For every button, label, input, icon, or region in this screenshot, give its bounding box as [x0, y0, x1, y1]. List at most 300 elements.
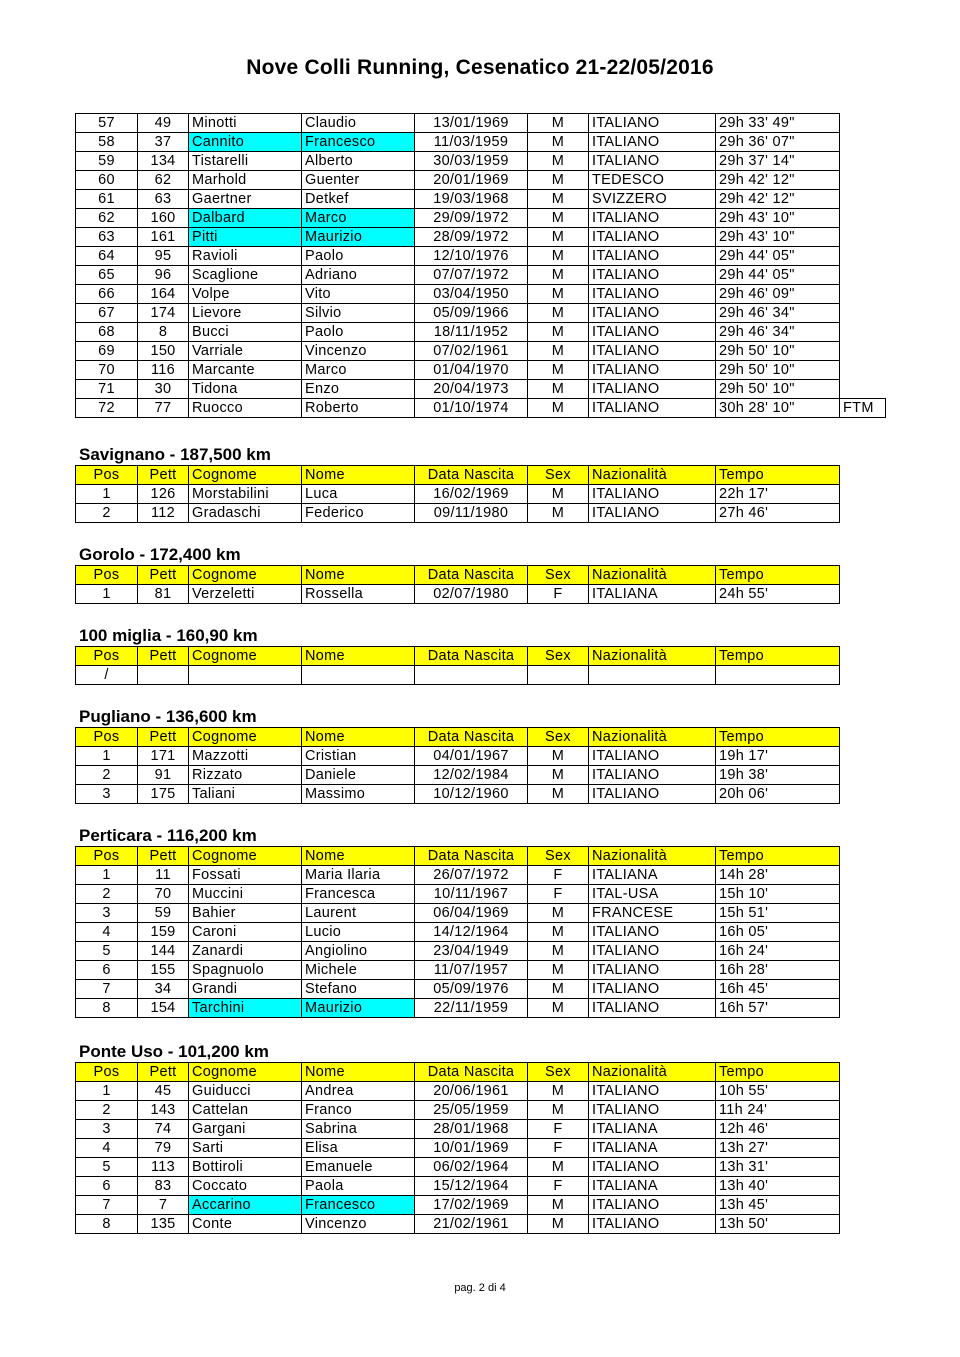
table-cell: M [528, 114, 589, 133]
table-cell: 171 [138, 747, 189, 766]
table-cell: Conte [189, 1215, 302, 1234]
table-cell: 19h 17' [716, 747, 840, 766]
table-cell: Volpe [189, 285, 302, 304]
table-cell: 16h 57' [716, 999, 840, 1018]
table-cell: M [528, 904, 589, 923]
section-savignano [75, 444, 840, 523]
table-cell: 26/07/1972 [415, 866, 528, 885]
column-header: Sex [528, 566, 589, 585]
table-cell: 72 [76, 399, 138, 418]
table-cell: 21/02/1961 [415, 1215, 528, 1234]
note-cell [840, 228, 886, 247]
table-cell: 3 [76, 904, 138, 923]
table-row [76, 1177, 840, 1196]
table-cell: ITALIANO [589, 266, 716, 285]
table-cell: Vito [302, 285, 415, 304]
table-cell: 30 [138, 380, 189, 399]
table-cell: F [528, 866, 589, 885]
table-cell: 16h 05' [716, 923, 840, 942]
table-cell: Rizzato [189, 766, 302, 785]
table-cell: ITALIANO [589, 380, 716, 399]
table-cell: 2 [76, 504, 138, 523]
table-cell: Michele [302, 961, 415, 980]
table-cell: 18/11/1952 [415, 323, 528, 342]
table-cell: 113 [138, 1158, 189, 1177]
table-cell: 2 [76, 885, 138, 904]
table-row [76, 1101, 840, 1120]
table-row [76, 1215, 840, 1234]
table-cell: 29h 50' 10" [716, 342, 840, 361]
table-cell: Zanardi [189, 942, 302, 961]
table-cell: ITALIANO [589, 133, 716, 152]
table-cell: 65 [76, 266, 138, 285]
table-cell: Ravioli [189, 247, 302, 266]
table-cell: ITALIANO [589, 1196, 716, 1215]
table-cell: 61 [76, 190, 138, 209]
column-header: Pos [76, 647, 138, 666]
table-cell: 160 [138, 209, 189, 228]
table-cell: 8 [138, 323, 189, 342]
section-ponte-uso [75, 1041, 840, 1234]
table-cell: 45 [138, 1082, 189, 1101]
table-cell: 28/09/1972 [415, 228, 528, 247]
table-row [76, 209, 886, 228]
note-cell [840, 323, 886, 342]
table-cell: M [528, 961, 589, 980]
table-row [76, 342, 886, 361]
table-cell: M [528, 209, 589, 228]
table-cell: 19/03/1968 [415, 190, 528, 209]
column-header: Nome [302, 466, 415, 485]
column-header: Sex [528, 728, 589, 747]
table-cell: 20/04/1973 [415, 380, 528, 399]
table-cell: 1 [76, 866, 138, 885]
table-cell: M [528, 1101, 589, 1120]
column-header: Pos [76, 1063, 138, 1082]
table-row [76, 114, 886, 133]
table-header-row [76, 1063, 840, 1082]
table-cell: Muccini [189, 885, 302, 904]
table-cell: 8 [76, 1215, 138, 1234]
table-cell: 2 [76, 1101, 138, 1120]
table-cell: 12/02/1984 [415, 766, 528, 785]
table-row [76, 323, 886, 342]
table-cell: 02/07/1980 [415, 585, 528, 604]
section-title: Savignano - 187,500 km [79, 445, 271, 464]
column-header: Cognome [189, 647, 302, 666]
table-cell: Marco [302, 209, 415, 228]
column-header: Tempo [716, 647, 840, 666]
table-cell: 03/04/1950 [415, 285, 528, 304]
column-header: Sex [528, 647, 589, 666]
table-cell: ITALIANA [589, 1139, 716, 1158]
table-cell: 10h 55' [716, 1082, 840, 1101]
table-cell: 63 [76, 228, 138, 247]
note-cell [840, 133, 886, 152]
table-cell: Vincenzo [302, 342, 415, 361]
table-cell: 164 [138, 285, 189, 304]
table-cell: ITALIANO [589, 504, 716, 523]
table-cell: Vincenzo [302, 1215, 415, 1234]
page-footer: pag. 2 di 4 [454, 1282, 506, 1294]
table-cell: 22h 17' [716, 485, 840, 504]
table-cell: ITALIANO [589, 323, 716, 342]
column-header: Pett [138, 647, 189, 666]
table-cell: M [528, 190, 589, 209]
note-cell [840, 171, 886, 190]
table-cell: ITALIANO [589, 304, 716, 323]
table-cell: F [528, 885, 589, 904]
table-cell: M [528, 1082, 589, 1101]
table-cell: M [528, 152, 589, 171]
table-cell: M [528, 323, 589, 342]
table-cell: Maurizio [302, 228, 415, 247]
note-cell: FTM [840, 399, 886, 418]
table-cell: M [528, 399, 589, 418]
table-cell: M [528, 342, 589, 361]
table-cell: 161 [138, 228, 189, 247]
table-cell: 15h 10' [716, 885, 840, 904]
table-cell: Massimo [302, 785, 415, 804]
table-cell: SVIZZERO [589, 190, 716, 209]
table-row [76, 866, 840, 885]
results-table [75, 1062, 840, 1234]
results-table [75, 727, 840, 804]
table-cell: 70 [76, 361, 138, 380]
table-cell: M [528, 266, 589, 285]
table-cell: 7 [76, 1196, 138, 1215]
column-header: Nazionalità [589, 647, 716, 666]
column-header: Pett [138, 566, 189, 585]
column-header: Data Nascita [415, 847, 528, 866]
table-cell: 63 [138, 190, 189, 209]
table-row [76, 980, 840, 999]
table-cell: 13h 31' [716, 1158, 840, 1177]
table-cell: 13h 45' [716, 1196, 840, 1215]
table-cell: 174 [138, 304, 189, 323]
column-header: Tempo [716, 566, 840, 585]
table-row [76, 904, 840, 923]
column-header: Sex [528, 1063, 589, 1082]
note-cell [840, 266, 886, 285]
table-cell: 19h 38' [716, 766, 840, 785]
table-cell: Franco [302, 1101, 415, 1120]
table-cell: 7 [76, 980, 138, 999]
results-table [75, 846, 840, 1018]
table-row [76, 585, 840, 604]
section-pugliano [75, 706, 840, 804]
column-header: Tempo [716, 847, 840, 866]
table-cell: ITALIANO [589, 485, 716, 504]
table-cell [138, 666, 189, 685]
table-cell: 49 [138, 114, 189, 133]
table-cell: 81 [138, 585, 189, 604]
table-row [76, 190, 886, 209]
column-header: Pos [76, 847, 138, 866]
table-cell: 09/11/1980 [415, 504, 528, 523]
table-cell: Francesco [302, 133, 415, 152]
table-header-row [76, 728, 840, 747]
table-cell: Ruocco [189, 399, 302, 418]
table-row [76, 304, 886, 323]
table-cell: M [528, 380, 589, 399]
column-header: Tempo [716, 728, 840, 747]
note-cell [840, 247, 886, 266]
results-table [75, 646, 840, 685]
table-cell: Francesca [302, 885, 415, 904]
table-row [76, 504, 840, 523]
table-cell: Claudio [302, 114, 415, 133]
column-header: Nazionalità [589, 466, 716, 485]
table-cell [716, 666, 840, 685]
table-cell: Taliani [189, 785, 302, 804]
table-cell: 14/12/1964 [415, 923, 528, 942]
table-cell: Alberto [302, 152, 415, 171]
table-cell: 29/09/1972 [415, 209, 528, 228]
table-cell: Marhold [189, 171, 302, 190]
table-cell: F [528, 1120, 589, 1139]
table-cell: 16/02/1969 [415, 485, 528, 504]
table-cell: Pitti [189, 228, 302, 247]
table-cell: Varriale [189, 342, 302, 361]
note-cell [840, 152, 886, 171]
table-cell: 5 [76, 1158, 138, 1177]
section-title: Perticara - 116,200 km [79, 826, 257, 845]
table-cell: Fossati [189, 866, 302, 885]
table-cell: 11h 24' [716, 1101, 840, 1120]
table-cell: 13/01/1969 [415, 114, 528, 133]
table-cell: M [528, 747, 589, 766]
table-cell: Bucci [189, 323, 302, 342]
table-cell: 96 [138, 266, 189, 285]
table-cell: 60 [76, 171, 138, 190]
table-cell: Andrea [302, 1082, 415, 1101]
table-cell: 95 [138, 247, 189, 266]
table-cell: 17/02/1969 [415, 1196, 528, 1215]
table-cell: ITAL-USA [589, 885, 716, 904]
table-cell: Elisa [302, 1139, 415, 1158]
note-cell [840, 361, 886, 380]
table-cell: 126 [138, 485, 189, 504]
column-header: Pett [138, 847, 189, 866]
column-header: Pos [76, 728, 138, 747]
table-cell: 10/01/1969 [415, 1139, 528, 1158]
table-cell: 15h 51' [716, 904, 840, 923]
table-cell: Francesco [302, 1196, 415, 1215]
table-cell: ITALIANO [589, 747, 716, 766]
column-header: Nazionalità [589, 566, 716, 585]
table-cell: Maria Ilaria [302, 866, 415, 885]
note-cell [840, 380, 886, 399]
table-cell: Mazzotti [189, 747, 302, 766]
column-header: Data Nascita [415, 647, 528, 666]
table-cell: 28/01/1968 [415, 1120, 528, 1139]
table-cell: 29h 43' 10" [716, 228, 840, 247]
table-cell: ITALIANO [589, 209, 716, 228]
table-cell: Bahier [189, 904, 302, 923]
column-header: Pett [138, 728, 189, 747]
table-cell: 150 [138, 342, 189, 361]
table-cell: Tidona [189, 380, 302, 399]
table-cell: 29h 36' 07" [716, 133, 840, 152]
table-cell: ITALIANO [589, 114, 716, 133]
table-cell: 4 [76, 1139, 138, 1158]
table-cell: Cannito [189, 133, 302, 152]
table-cell: M [528, 247, 589, 266]
table-row [76, 1139, 840, 1158]
table-cell: 34 [138, 980, 189, 999]
table-header-row [76, 566, 840, 585]
table-cell: 25/05/1959 [415, 1101, 528, 1120]
table-cell: ITALIANA [589, 866, 716, 885]
table-cell: Bottiroli [189, 1158, 302, 1177]
table-cell: M [528, 1196, 589, 1215]
table-cell: Paolo [302, 247, 415, 266]
note-cell [840, 342, 886, 361]
table-cell: ITALIANO [589, 942, 716, 961]
table-cell: 16h 24' [716, 942, 840, 961]
table-row [76, 942, 840, 961]
table-cell: FRANCESE [589, 904, 716, 923]
table-cell: M [528, 504, 589, 523]
table-cell: 83 [138, 1177, 189, 1196]
table-row [76, 228, 886, 247]
table-cell: 29h 42' 12" [716, 171, 840, 190]
table-row [76, 1196, 840, 1215]
table-cell: 68 [76, 323, 138, 342]
table-cell: 30/03/1959 [415, 152, 528, 171]
table-cell: Marcante [189, 361, 302, 380]
table-cell: 10/11/1967 [415, 885, 528, 904]
note-cell [840, 304, 886, 323]
table-cell: Sabrina [302, 1120, 415, 1139]
table-cell: 05/09/1976 [415, 980, 528, 999]
table-row [76, 1120, 840, 1139]
table-cell [589, 666, 716, 685]
table-cell: ITALIANO [589, 766, 716, 785]
table-cell: Caroni [189, 923, 302, 942]
table-cell: Gargani [189, 1120, 302, 1139]
table-cell: M [528, 923, 589, 942]
table-cell: Lucio [302, 923, 415, 942]
table-cell: Stefano [302, 980, 415, 999]
table-cell: 29h 37' 14" [716, 152, 840, 171]
table-cell: 16h 45' [716, 980, 840, 999]
table-cell: 5 [76, 942, 138, 961]
table-cell: 58 [76, 133, 138, 152]
column-header: Cognome [189, 847, 302, 866]
table-cell: Detkef [302, 190, 415, 209]
table-cell: 20/06/1961 [415, 1082, 528, 1101]
table-cell [415, 666, 528, 685]
table-cell: 144 [138, 942, 189, 961]
table-row [76, 247, 886, 266]
table-header-row [76, 647, 840, 666]
table-cell: ITALIANO [589, 1082, 716, 1101]
table-cell: M [528, 1215, 589, 1234]
table-cell: Cristian [302, 747, 415, 766]
table-cell: Paola [302, 1177, 415, 1196]
table-cell: 29h 42' 12" [716, 190, 840, 209]
table-cell: 11/07/1957 [415, 961, 528, 980]
table-cell: 2 [76, 766, 138, 785]
table-cell: M [528, 999, 589, 1018]
table-cell: 159 [138, 923, 189, 942]
table-cell: M [528, 171, 589, 190]
table-cell: 29h 44' 05" [716, 266, 840, 285]
table-row [76, 1082, 840, 1101]
table-cell: 6 [76, 961, 138, 980]
table-cell: 112 [138, 504, 189, 523]
table-cell: 91 [138, 766, 189, 785]
table-row [76, 999, 840, 1018]
table-cell [302, 666, 415, 685]
table-cell: 67 [76, 304, 138, 323]
results-top-section [75, 113, 886, 418]
column-header: Data Nascita [415, 728, 528, 747]
table-cell: 1 [76, 747, 138, 766]
table-cell: 4 [76, 923, 138, 942]
table-cell: Minotti [189, 114, 302, 133]
table-row [76, 171, 886, 190]
table-cell: 22/11/1959 [415, 999, 528, 1018]
table-cell: Accarino [189, 1196, 302, 1215]
table-cell: 29h 43' 10" [716, 209, 840, 228]
table-cell: Sarti [189, 1139, 302, 1158]
table-cell [528, 666, 589, 685]
table-cell: Roberto [302, 399, 415, 418]
table-cell: Angiolino [302, 942, 415, 961]
table-cell: M [528, 766, 589, 785]
column-header: Tempo [716, 466, 840, 485]
table-cell: 7 [138, 1196, 189, 1215]
table-cell: M [528, 785, 589, 804]
table-cell: ITALIANO [589, 999, 716, 1018]
table-cell: ITALIANO [589, 285, 716, 304]
table-row [76, 785, 840, 804]
table-row [76, 885, 840, 904]
table-cell: 04/01/1967 [415, 747, 528, 766]
table-cell: ITALIANO [589, 1158, 716, 1177]
page-title: Nove Colli Running, Cesenatico 21-22/05/2016 [246, 56, 714, 79]
table-cell: Cattelan [189, 1101, 302, 1120]
results-table-top [75, 113, 886, 418]
column-header: Pos [76, 466, 138, 485]
table-cell: Dalbard [189, 209, 302, 228]
table-cell: Adriano [302, 266, 415, 285]
table-cell: 06/02/1964 [415, 1158, 528, 1177]
column-header: Pett [138, 1063, 189, 1082]
column-header: Data Nascita [415, 1063, 528, 1082]
table-cell: 01/10/1974 [415, 399, 528, 418]
table-cell: F [528, 1139, 589, 1158]
table-header-row [76, 847, 840, 866]
table-cell: 05/09/1966 [415, 304, 528, 323]
table-cell: 06/04/1969 [415, 904, 528, 923]
table-cell: 13h 27' [716, 1139, 840, 1158]
table-cell: M [528, 485, 589, 504]
table-cell: 29h 46' 34" [716, 323, 840, 342]
table-cell: M [528, 133, 589, 152]
table-cell: 13h 40' [716, 1177, 840, 1196]
table-cell: 62 [138, 171, 189, 190]
table-cell: Coccato [189, 1177, 302, 1196]
table-cell: ITALIANO [589, 152, 716, 171]
table-row [76, 961, 840, 980]
table-cell: Gaertner [189, 190, 302, 209]
results-table [75, 565, 840, 604]
table-cell: 1 [76, 485, 138, 504]
